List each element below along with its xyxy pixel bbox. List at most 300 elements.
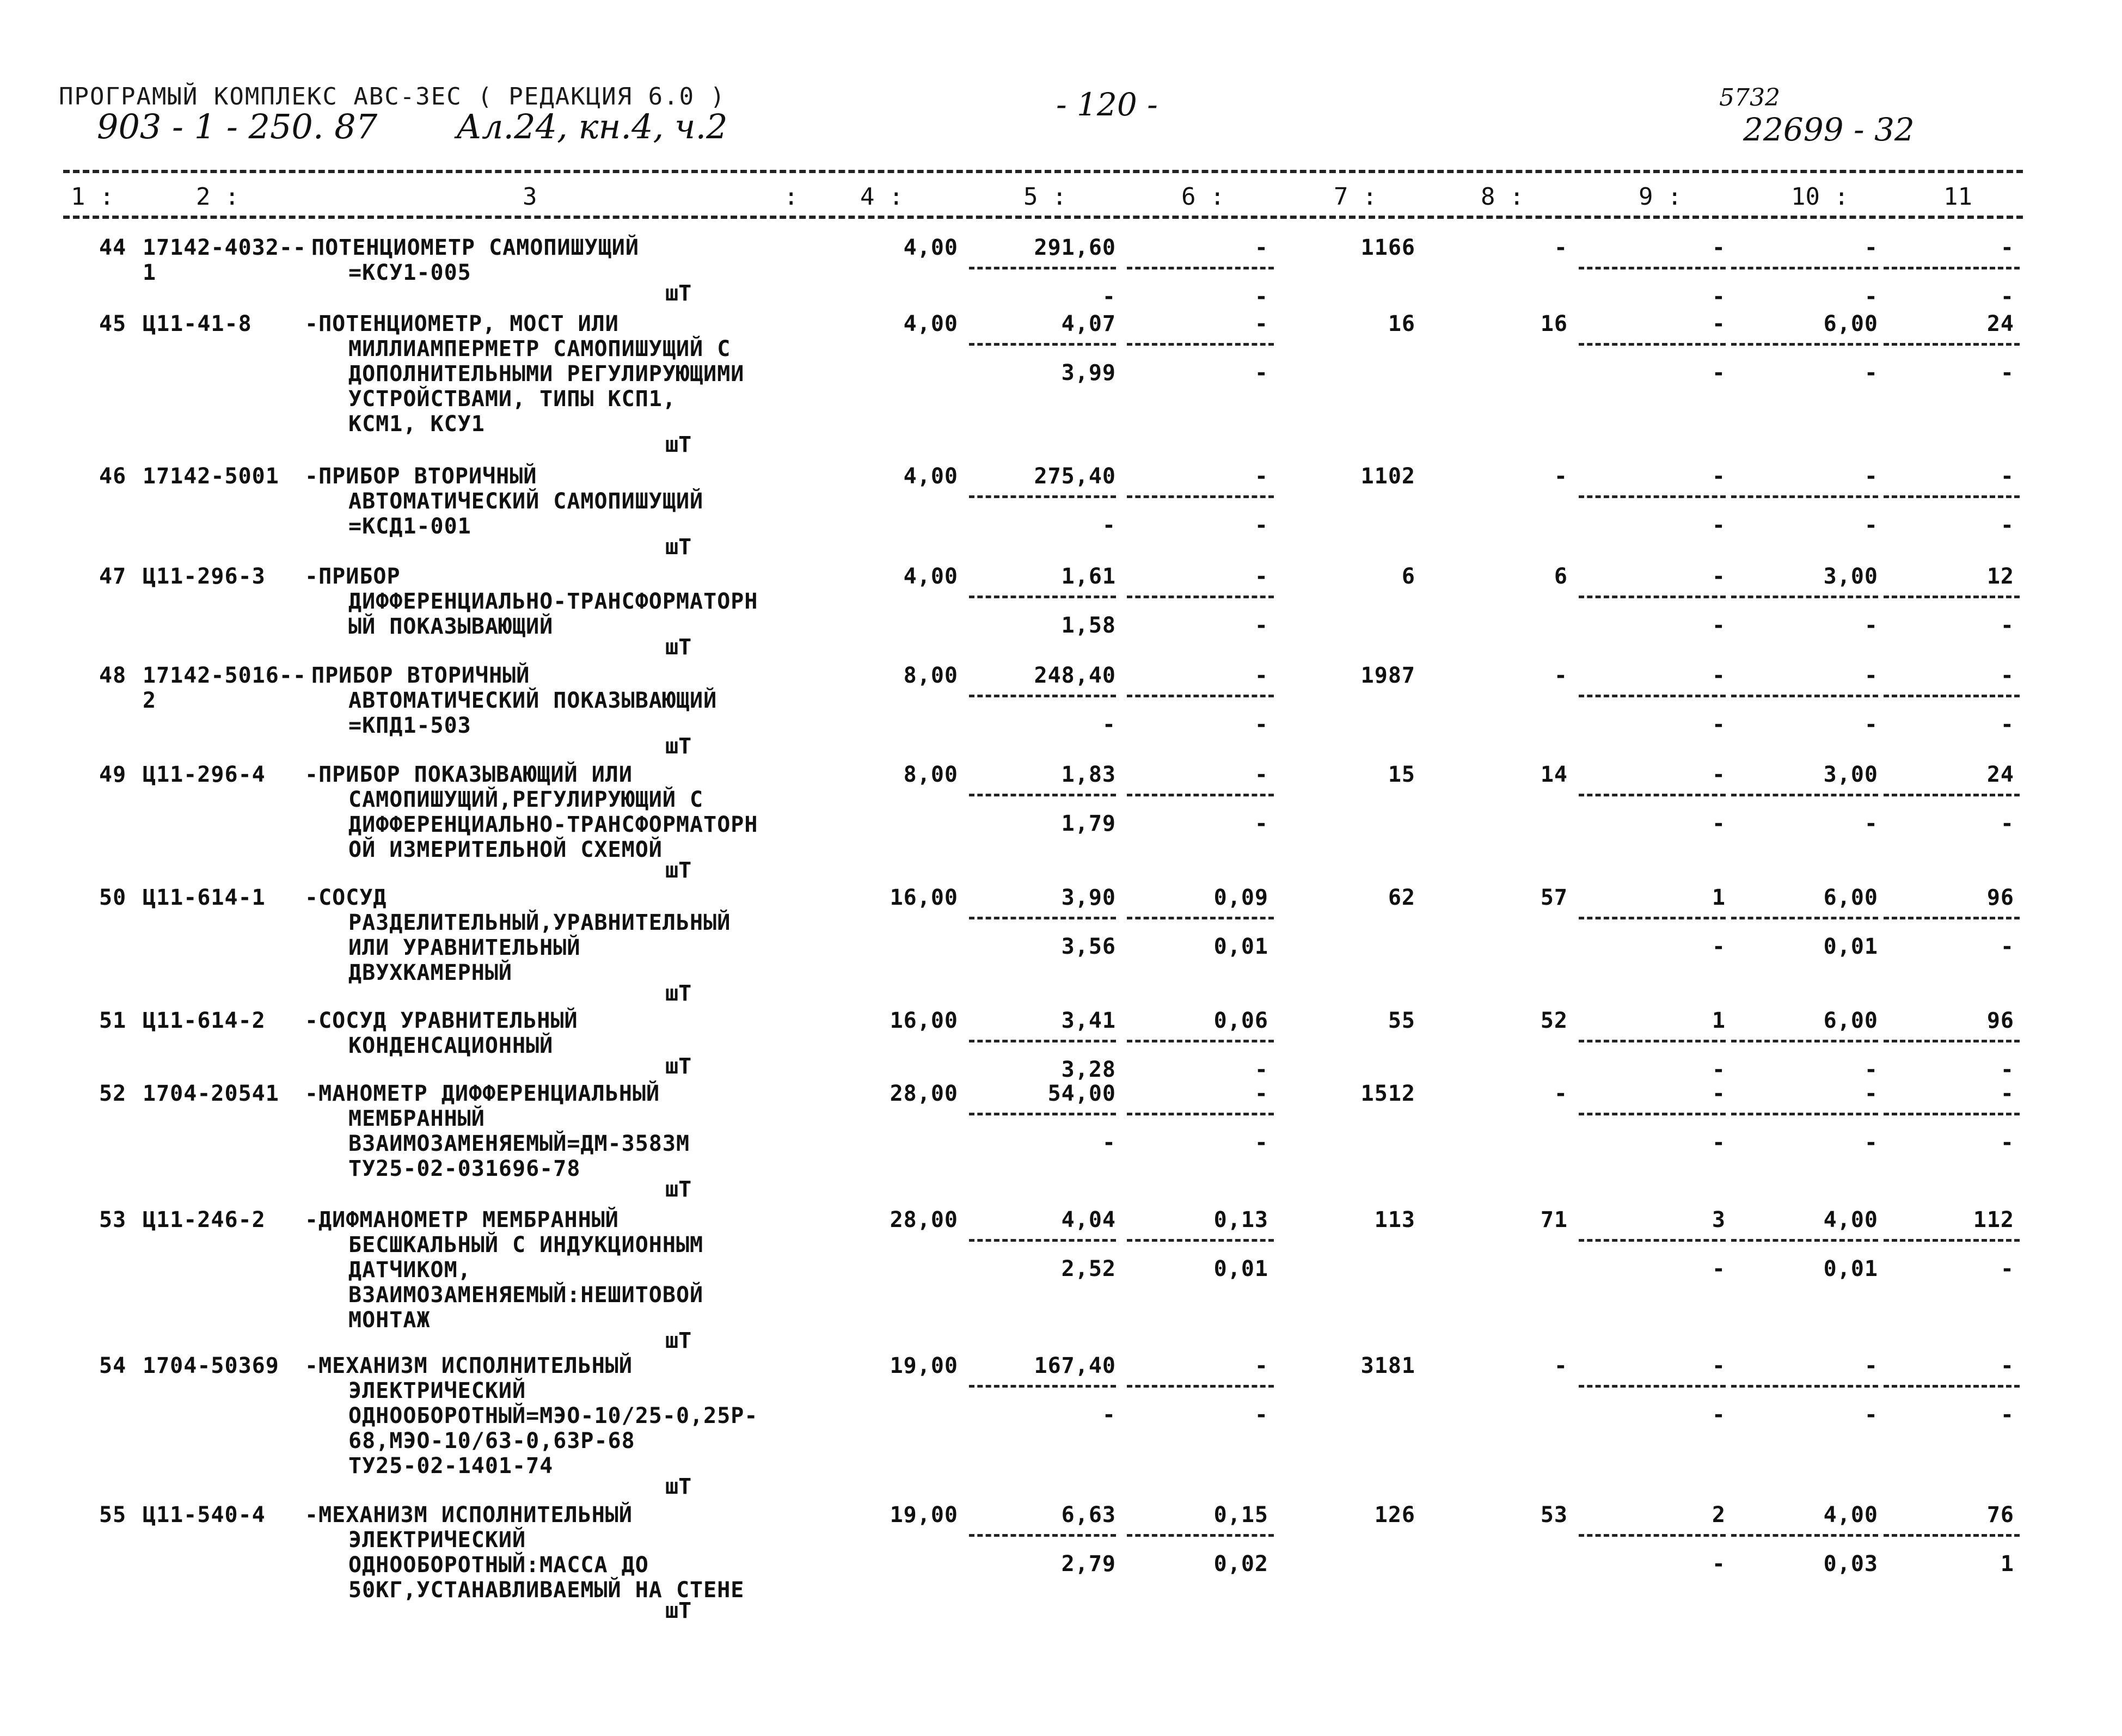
row-description-line: ЭЛЕКТРИЧЕСКИЙ	[348, 1378, 526, 1403]
cell-unit-cost: 291,60	[1034, 235, 1116, 260]
row-description-line: САМОПИШУЩИЙ,РЕГУЛИРУЮЩИЙ С	[348, 787, 704, 812]
cell-total-cost: 16	[1388, 311, 1415, 336]
row-number: 54	[99, 1353, 127, 1378]
cost-divider	[1127, 917, 1274, 919]
row-description-line: =КСУ1-005	[348, 260, 471, 285]
cost-divider	[1884, 343, 2020, 346]
cell-labour-machinist-unit: 0,03	[1823, 1551, 1878, 1576]
cell-labour-unit: -	[1864, 663, 1878, 688]
cell-machine-total-wages: -	[1712, 1551, 1726, 1576]
row-number: 52	[99, 1081, 127, 1106]
cell-labour-machinist-unit: -	[1864, 360, 1878, 385]
row-code: Ц11-296-4	[143, 762, 266, 787]
cost-divider	[1884, 495, 2020, 498]
cell-total-cost: 113	[1374, 1207, 1415, 1232]
cost-divider	[1127, 1385, 1274, 1388]
cell-machine-total: -	[1712, 564, 1726, 589]
cost-divider	[969, 1040, 1116, 1042]
row-description-line: -ПРИБОР ВТОРИЧНЫЙ	[305, 464, 537, 489]
row-unit: шТ	[665, 535, 692, 560]
cost-divider	[1731, 1385, 1878, 1388]
cell-machine-total: 1	[1712, 885, 1726, 910]
row-description-line: -ПРИБОР	[305, 564, 401, 589]
row-description-line: -ПОТЕНЦИОМЕТР, МОСТ ИЛИ	[305, 311, 619, 336]
row-description-line: МИЛЛИАМПЕРМЕТР САМОПИШУЩИЙ С	[348, 336, 731, 361]
cell-unit-cost: 275,40	[1034, 464, 1116, 489]
row-description-line: ДИФФЕРЕНЦИАЛЬНО-ТРАНСФОРМАТОРН	[348, 589, 758, 614]
cell-labour-unit: 3,00	[1823, 762, 1878, 787]
cost-divider	[1731, 794, 1878, 796]
cell-total-wages: 57	[1540, 885, 1568, 910]
cell-quantity: 28,00	[890, 1081, 958, 1106]
cost-divider	[1731, 596, 1878, 598]
cell-labour-machinist-unit: -	[1864, 811, 1878, 836]
row-description-line: ВЗАИМОЗАМЕНЯЕМЫЙ=ДМ-3583М	[348, 1131, 690, 1156]
cell-labour-total: -	[2000, 235, 2014, 260]
row-description-line: ПОТЕНЦИОМЕТР САМОПИШУЩИЙ	[311, 235, 639, 260]
cell-total-wages: -	[1554, 1081, 1568, 1106]
cell-machine-total: -	[1712, 235, 1726, 260]
column-header-6: 5 :	[1023, 183, 1067, 211]
row-description-line: ТУ25-02-1401-74	[348, 1453, 554, 1479]
cell-unit-cost-wages: -	[1102, 1130, 1116, 1155]
cell-total-cost: 1512	[1360, 1081, 1415, 1106]
cost-divider	[1579, 1113, 1726, 1115]
row-description-line: ОДНООБОРОТНЫЙ=МЭО-10/25-0,25Р-	[348, 1403, 758, 1428]
cell-labour-unit: 6,00	[1823, 311, 1878, 336]
cell-labour-machinist-unit: -	[1864, 1130, 1878, 1155]
cell-unit-cost: 6,63	[1061, 1502, 1116, 1528]
cell-unit-cost-wages: -	[1102, 284, 1116, 309]
row-number: 47	[99, 564, 127, 589]
cost-divider	[1579, 917, 1726, 919]
cell-machine-cost: 0,15	[1213, 1502, 1268, 1528]
cost-divider	[1579, 267, 1726, 269]
row-description-line: ПРИБОР ВТОРИЧНЫЙ	[311, 663, 530, 688]
cost-divider	[1731, 267, 1878, 269]
row-unit: шТ	[665, 281, 692, 306]
cost-divider	[969, 695, 1116, 697]
cost-divider	[1579, 1239, 1726, 1242]
cell-machine-wages: 0,02	[1213, 1551, 1268, 1576]
row-description-line: ЭЛЕКТРИЧЕСКИЙ	[348, 1528, 526, 1553]
cell-machine-cost: 0,09	[1213, 885, 1268, 910]
cell-total-cost: 3181	[1360, 1353, 1415, 1378]
row-code-suffix: 1	[143, 260, 157, 285]
cell-machine-wages: -	[1254, 1402, 1268, 1427]
cost-divider	[1884, 917, 2020, 919]
cell-unit-cost: 4,07	[1061, 311, 1116, 336]
cell-labour-machinist-unit: 0,01	[1823, 1256, 1878, 1281]
cell-unit-cost: 248,40	[1034, 663, 1116, 688]
row-description-line: =КПД1-503	[348, 713, 471, 738]
cost-divider	[1127, 1534, 1274, 1537]
cost-divider	[1884, 1239, 2020, 1242]
cell-machine-cost: -	[1254, 464, 1268, 489]
cell-labour-machinist-unit: -	[1864, 513, 1878, 538]
cell-machine-cost: -	[1254, 1353, 1268, 1378]
cost-divider	[1127, 794, 1274, 796]
row-description-line: -МЕХАНИЗМ ИСПОЛНИТЕЛЬНЫЙ	[305, 1353, 633, 1378]
row-description-line: =КСД1-001	[348, 514, 471, 539]
program-line: ПРОГРАМЫЙ КОМПЛЕКС АВС-3ЕС ( РЕДАКЦИЯ 6.0 )	[59, 83, 726, 111]
cell-labour-machinist-total: -	[2000, 1256, 2014, 1281]
cost-divider	[1127, 267, 1274, 269]
cell-machine-cost: -	[1254, 1081, 1268, 1106]
cell-total-wages: -	[1554, 663, 1568, 688]
cell-machine-total-wages: -	[1712, 284, 1726, 309]
cost-divider	[969, 267, 1116, 269]
cell-machine-cost: -	[1254, 762, 1268, 787]
row-description-line: ВЗАИМОЗАМЕНЯЕМЫЙ:НЕШИТОВОЙ	[348, 1283, 704, 1308]
cell-total-cost: 6	[1401, 564, 1415, 589]
cell-machine-wages: -	[1254, 1130, 1268, 1155]
cost-divider	[969, 794, 1116, 796]
cost-divider	[1731, 1239, 1878, 1242]
cell-quantity: 4,00	[903, 235, 958, 260]
row-code-suffix: 2	[143, 688, 157, 713]
row-unit: шТ	[665, 1598, 692, 1623]
cell-total-wages: 16	[1540, 311, 1568, 336]
cell-labour-total: 12	[1986, 564, 2014, 589]
cell-machine-total-wages: -	[1712, 1256, 1726, 1281]
cell-unit-cost-wages: 2,52	[1061, 1256, 1116, 1281]
cost-divider	[1884, 695, 2020, 697]
row-description-line: 50КГ,УСТАНАВЛИВАЕМЫЙ НА СТЕНЕ	[348, 1578, 745, 1603]
cell-labour-machinist-total: -	[2000, 360, 2014, 385]
cost-divider	[969, 1239, 1116, 1242]
cell-labour-total: 96	[1986, 885, 2014, 910]
cell-machine-total: -	[1712, 762, 1726, 787]
cell-labour-unit: -	[1864, 235, 1878, 260]
cell-labour-total: 24	[1986, 762, 2014, 787]
cost-divider	[1884, 596, 2020, 598]
column-header-4: :	[784, 183, 799, 211]
cell-labour-unit: 3,00	[1823, 564, 1878, 589]
cell-machine-total-wages: -	[1712, 712, 1726, 737]
cost-divider	[1731, 1040, 1878, 1042]
cost-divider	[1579, 596, 1726, 598]
column-header-2: 2 :	[196, 183, 240, 211]
row-number: 51	[99, 1008, 127, 1033]
cell-total-cost: 15	[1388, 762, 1415, 787]
cost-divider	[969, 1385, 1116, 1388]
cost-divider	[1731, 495, 1878, 498]
column-header-12: 11	[1943, 183, 1972, 211]
cell-labour-machinist-unit: -	[1864, 284, 1878, 309]
cell-total-cost: 1166	[1360, 235, 1415, 260]
column-header-1: 1 :	[71, 183, 114, 211]
cell-machine-wages: 0,01	[1213, 934, 1268, 959]
row-unit: шТ	[665, 734, 692, 759]
cell-unit-cost-wages: 3,99	[1061, 360, 1116, 385]
column-header-9: 8 :	[1481, 183, 1524, 211]
row-code: Ц11-614-1	[143, 885, 266, 910]
cell-machine-cost: -	[1254, 235, 1268, 260]
row-number: 46	[99, 464, 127, 489]
row-description-line: ОДНООБОРОТНЫЙ:МАССА ДО	[348, 1553, 649, 1578]
cell-labour-machinist-unit: -	[1864, 1057, 1878, 1082]
cell-quantity: 19,00	[890, 1353, 958, 1378]
cell-total-wages: 52	[1540, 1008, 1568, 1033]
cost-divider	[1579, 343, 1726, 346]
cell-machine-total-wages: -	[1712, 360, 1726, 385]
cell-total-wages: -	[1554, 464, 1568, 489]
row-number: 49	[99, 762, 127, 787]
cell-labour-unit: 6,00	[1823, 1008, 1878, 1033]
row-description-line: МЕМБРАННЫЙ	[348, 1106, 485, 1131]
header-rule-bottom	[63, 216, 2023, 219]
cost-divider	[1579, 1385, 1726, 1388]
cost-divider	[1579, 794, 1726, 796]
cell-machine-wages: -	[1254, 360, 1268, 385]
cost-divider	[1731, 917, 1878, 919]
cell-labour-total: 112	[1973, 1207, 2014, 1232]
cell-machine-total-wages: -	[1712, 613, 1726, 638]
column-header-5: 4 :	[860, 183, 904, 211]
cell-labour-machinist-total: -	[2000, 613, 2014, 638]
cost-divider	[1127, 343, 1274, 346]
row-description-line: -СОСУД	[305, 885, 387, 910]
cost-divider	[1884, 1113, 2020, 1115]
cell-total-wages: 53	[1540, 1502, 1568, 1528]
cell-unit-cost: 4,04	[1061, 1207, 1116, 1232]
row-description-line: -ДИФМАНОМЕТР МЕМБРАННЫЙ	[305, 1207, 619, 1232]
cost-divider	[1127, 495, 1274, 498]
cell-labour-machinist-total: 1	[2000, 1551, 2014, 1576]
cell-total-cost: 1102	[1360, 464, 1415, 489]
row-code: Ц11-296-3	[143, 564, 266, 589]
cell-total-cost: 126	[1374, 1502, 1415, 1528]
cell-total-wages: -	[1554, 235, 1568, 260]
cell-machine-wages: -	[1254, 513, 1268, 538]
row-description-line: ТУ25-02-031696-78	[348, 1156, 581, 1181]
row-code: 17142-5016--	[143, 663, 306, 688]
cost-divider	[969, 1534, 1116, 1537]
cell-quantity: 4,00	[903, 564, 958, 589]
row-description-line: КСМ1, КСУ1	[348, 412, 485, 437]
cell-labour-total: 24	[1986, 311, 2014, 336]
cell-machine-cost: 0,06	[1213, 1008, 1268, 1033]
row-description-line: -СОСУД УРАВНИТЕЛЬНЫЙ	[305, 1008, 578, 1033]
row-unit: шТ	[665, 1177, 692, 1202]
cost-divider	[1579, 1040, 1726, 1042]
cell-quantity: 8,00	[903, 762, 958, 787]
column-header-10: 9 :	[1639, 183, 1682, 211]
cell-labour-machinist-total: -	[2000, 1057, 2014, 1082]
row-description-line: УСТРОЙСТВАМИ, ТИПЫ КСП1,	[348, 387, 676, 412]
cell-quantity: 4,00	[903, 464, 958, 489]
row-number: 45	[99, 311, 127, 336]
cell-machine-total: -	[1712, 1081, 1726, 1106]
row-description-line: РАЗДЕЛИТЕЛЬНЫЙ,УРАВНИТЕЛЬНЫЙ	[348, 910, 731, 935]
column-header-11: 10 :	[1791, 183, 1849, 211]
row-description-line: ДВУХКАМЕРНЫЙ	[348, 960, 512, 985]
row-code: Ц11-614-2	[143, 1008, 266, 1033]
cell-quantity: 28,00	[890, 1207, 958, 1232]
cost-divider	[1884, 1040, 2020, 1042]
cell-total-wages: 71	[1540, 1207, 1568, 1232]
cost-divider	[969, 343, 1116, 346]
row-unit: шТ	[665, 1474, 692, 1499]
cell-quantity: 16,00	[890, 1008, 958, 1033]
cell-total-wages: 14	[1540, 762, 1568, 787]
row-code: 1704-20541	[143, 1081, 279, 1106]
row-description-line: БЕСШКАЛЬНЫЙ С ИНДУКЦИОННЫМ	[348, 1232, 704, 1257]
row-unit: шТ	[665, 1328, 692, 1353]
cell-labour-total: 96	[1986, 1008, 2014, 1033]
row-description-line: ЫЙ ПОКАЗЫВАЮЩИЙ	[348, 614, 554, 639]
cell-machine-wages: 0,01	[1213, 1256, 1268, 1281]
cell-labour-machinist-total: -	[2000, 1130, 2014, 1155]
cell-machine-wages: -	[1254, 284, 1268, 309]
cell-machine-total-wages: -	[1712, 513, 1726, 538]
column-header-7: 6 :	[1181, 183, 1225, 211]
row-number: 53	[99, 1207, 127, 1232]
cell-total-wages: 6	[1554, 564, 1568, 589]
row-description-line: ДИФФЕРЕНЦИАЛЬНО-ТРАНСФОРМАТОРН	[348, 812, 758, 837]
cell-unit-cost-wages: -	[1102, 712, 1116, 737]
cost-divider	[1127, 1239, 1274, 1242]
cost-divider	[1579, 1534, 1726, 1537]
cell-machine-cost: 0,13	[1213, 1207, 1268, 1232]
cell-labour-machinist-unit: -	[1864, 1402, 1878, 1427]
cell-labour-machinist-total: -	[2000, 934, 2014, 959]
cell-labour-machinist-unit: -	[1864, 712, 1878, 737]
row-number: 50	[99, 885, 127, 910]
cost-divider	[1579, 695, 1726, 697]
code-top: 5732	[1719, 84, 1780, 112]
cost-divider	[1884, 267, 2020, 269]
cell-machine-wages: -	[1254, 811, 1268, 836]
cost-divider	[969, 495, 1116, 498]
row-description-line: АВТОМАТИЧЕСКИЙ ПОКАЗЫВАЮЩИЙ	[348, 688, 717, 713]
cell-unit-cost: 3,41	[1061, 1008, 1116, 1033]
cell-machine-total: 3	[1712, 1207, 1726, 1232]
cell-total-wages: -	[1554, 1353, 1568, 1378]
row-unit: шТ	[665, 635, 692, 660]
column-header-8: 7 :	[1334, 183, 1377, 211]
row-description-line: ДОПОЛНИТЕЛЬНЫМИ РЕГУЛИРУЮЩИМИ	[348, 361, 745, 387]
cell-unit-cost-wages: 2,79	[1061, 1551, 1116, 1576]
row-description-line: -МЕХАНИЗМ ИСПОЛНИТЕЛЬНЫЙ	[305, 1502, 633, 1528]
cell-unit-cost: 1,61	[1061, 564, 1116, 589]
row-description-line: АВТОМАТИЧЕСКИЙ САМОПИШУЩИЙ	[348, 489, 704, 514]
cell-quantity: 16,00	[890, 885, 958, 910]
row-code: Ц11-540-4	[143, 1502, 266, 1528]
cell-labour-total: -	[2000, 1353, 2014, 1378]
cell-quantity: 4,00	[903, 311, 958, 336]
row-code: Ц11-246-2	[143, 1207, 266, 1232]
cell-labour-unit: -	[1864, 1081, 1878, 1106]
cell-machine-wages: -	[1254, 712, 1268, 737]
cell-total-cost: 55	[1388, 1008, 1415, 1033]
cell-machine-total: 1	[1712, 1008, 1726, 1033]
cell-labour-total: 76	[1986, 1502, 2014, 1528]
cell-labour-machinist-total: -	[2000, 811, 2014, 836]
cost-divider	[1731, 1534, 1878, 1537]
cost-divider	[969, 917, 1116, 919]
code-bottom: 22699 - 32	[1743, 111, 1915, 148]
row-description-line: ОЙ ИЗМЕРИТЕЛЬНОЙ СХЕМОЙ	[348, 837, 663, 862]
cell-machine-total-wages: -	[1712, 811, 1726, 836]
cell-machine-total: -	[1712, 464, 1726, 489]
cell-machine-total: -	[1712, 1353, 1726, 1378]
cell-machine-total-wages: -	[1712, 1130, 1726, 1155]
cell-labour-total: -	[2000, 663, 2014, 688]
cost-divider	[1579, 495, 1726, 498]
cell-labour-unit: -	[1864, 1353, 1878, 1378]
cost-divider	[1884, 1385, 2020, 1388]
row-code: 17142-5001	[143, 464, 279, 489]
cost-divider	[969, 596, 1116, 598]
cell-labour-machinist-unit: -	[1864, 613, 1878, 638]
cell-labour-machinist-total: -	[2000, 712, 2014, 737]
cell-labour-unit: -	[1864, 464, 1878, 489]
row-unit: шТ	[665, 981, 692, 1006]
cell-machine-wages: -	[1254, 1057, 1268, 1082]
cell-quantity: 8,00	[903, 663, 958, 688]
row-description-line: КОНДЕНСАЦИОННЫЙ	[348, 1033, 554, 1058]
cell-total-cost: 1987	[1360, 663, 1415, 688]
cell-unit-cost-wages: 1,79	[1061, 811, 1116, 836]
cell-quantity: 19,00	[890, 1502, 958, 1528]
cell-unit-cost: 1,83	[1061, 762, 1116, 787]
cell-machine-total-wages: -	[1712, 1402, 1726, 1427]
cost-divider	[1731, 695, 1878, 697]
cost-divider	[1884, 794, 2020, 796]
column-header-3: 3	[523, 183, 537, 211]
cost-divider	[1127, 596, 1274, 598]
row-code: 1704-50369	[143, 1353, 279, 1378]
cell-labour-total: -	[2000, 1081, 2014, 1106]
album-note: Ал.24, кн.4, ч.2	[456, 107, 728, 146]
row-number: 48	[99, 663, 127, 688]
cell-machine-total-wages: -	[1712, 1057, 1726, 1082]
row-unit: шТ	[665, 858, 692, 883]
cell-unit-cost-wages: 3,56	[1061, 934, 1116, 959]
cell-labour-unit: 4,00	[1823, 1502, 1878, 1528]
cell-labour-machinist-unit: 0,01	[1823, 934, 1878, 959]
row-description-line: 68,МЭО-10/63-0,63Р-68	[348, 1428, 635, 1453]
cell-labour-unit: 4,00	[1823, 1207, 1878, 1232]
cost-divider	[1127, 1113, 1274, 1115]
cell-labour-machinist-total: -	[2000, 284, 2014, 309]
cost-divider	[1884, 1534, 2020, 1537]
cell-unit-cost: 54,00	[1047, 1081, 1116, 1106]
cost-divider	[1127, 695, 1274, 697]
cell-machine-cost: -	[1254, 564, 1268, 589]
row-description-line: -ПРИБОР ПОКАЗЫВАЮЩИЙ ИЛИ	[305, 762, 633, 787]
cell-machine-wages: -	[1254, 613, 1268, 638]
cell-unit-cost: 3,90	[1061, 885, 1116, 910]
header-rule-top	[63, 170, 2023, 173]
row-description-line: ИЛИ УРАВНИТЕЛЬНЫЙ	[348, 935, 581, 960]
cost-divider	[1127, 1040, 1274, 1042]
cell-unit-cost-wages: 3,28	[1061, 1057, 1116, 1082]
row-code: 17142-4032--	[143, 235, 306, 260]
cost-divider	[1731, 1113, 1878, 1115]
cell-machine-total: 2	[1712, 1502, 1726, 1528]
row-unit: шТ	[665, 1054, 692, 1079]
cell-unit-cost-wages: -	[1102, 1402, 1116, 1427]
cell-machine-cost: -	[1254, 663, 1268, 688]
cell-labour-machinist-total: -	[2000, 1402, 2014, 1427]
page-number: - 120 -	[1056, 86, 1158, 123]
cell-machine-cost: -	[1254, 311, 1268, 336]
row-description-line: МОНТАЖ	[348, 1308, 431, 1333]
row-number: 44	[99, 235, 127, 260]
